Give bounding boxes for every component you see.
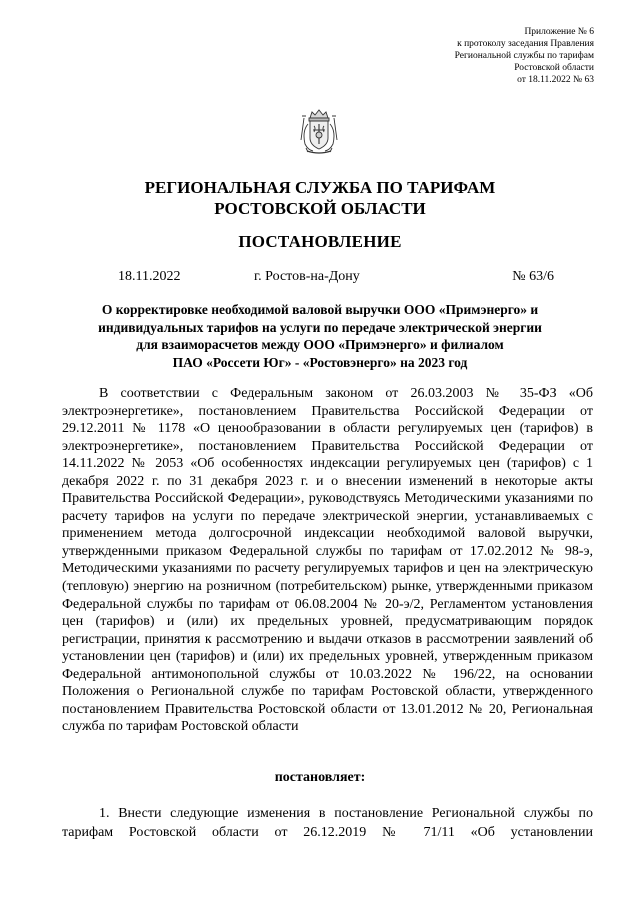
org-line-1: РЕГИОНАЛЬНАЯ СЛУЖБА ПО ТАРИФАМ: [144, 178, 496, 197]
subject-line: О корректировке необходимой валовой выручки ООО «Примэнерго» и: [101, 302, 539, 317]
subject-line: для взаиморасчетов между ООО «Примэнерго» и филиалом: [136, 337, 504, 352]
document-number: № 63/6: [512, 269, 554, 284]
subject-line: индивидуальных тарифов на услуги по передаче электрической энергии: [98, 319, 542, 335]
org-line-2: РОСТОВСКОЙ ОБЛАСТИ: [214, 199, 426, 218]
clause-1: 1. Внести следующие изменения в постановление Региональной службы по тарифам Ростовской области от 26.12.2019 № 71/11 «Об установлении: [62, 806, 593, 840]
resolves-heading: постановляет:: [274, 770, 366, 785]
appendix-line: Региональной службы по тарифам: [454, 51, 594, 61]
subject-line: ПАО «Россети Юг» - «Ростовэнерго» на 2023 год: [172, 354, 468, 370]
appendix-line: Ростовской области: [514, 63, 594, 73]
document-city: г. Ростов-на-Дону: [254, 269, 360, 284]
appendix-line: к протоколу заседания Правления: [457, 39, 594, 49]
appendix-note: [334, 26, 594, 86]
coat-of-arms-icon: [298, 104, 340, 156]
organization-name: [0, 177, 640, 219]
document-date: 18.11.2022: [118, 269, 181, 284]
document-type: ПОСТАНОВЛЕНИЕ: [238, 232, 402, 251]
preamble-paragraph: В соответствии с Федеральным законом от 26.03.2003 № 35-ФЗ «Об электроэнергетике», постановлением Правительства Российской Федерации от 29.12.2011 № 1178 «О ценообразовании в области регулируемых цен (тарифов) в электроэнергетике», постановлением Правительства Российской Федерации от 14.11.2022 № 2053 «Об особенностях индексации регулируемых цен (тарифов) с 1 декабря 2022 г. по 31 декабря 2023 г. и о внесении изменений в некоторые акты Правительства Российской Федерации», руководствуясь Методическими указаниями по расчету тарифов на услуги по передаче электрической энергии, устанавливаемых с применением метода долгосрочной индексации необходимой валовой выручки, утвержденными приказом Федеральной службы по тарифам от 17.02.2012 № 98-э, Методическими указаниями по расчету регулируемых тарифов и цен на электрическую (тепловую) энергию на розничном (потребительском) рынке, утвержденными приказом Федеральной службы по тарифам от 06.08.2004 № 20-э/2, Регламентом установления цен (тарифов) и (или) их предельных уровней, предусматривающим порядок регистрации, принятия к рассмотрению и выдачи отказов в рассмотрении заявлений об установлении цен (тарифов) и (или) их предельных уровней, утвержденным приказом Федеральной антимонопольной службы от 10.03.2022 № 196/22, на основании Положения о Региональной службе по тарифам Ростовской области, утвержденного постановлением Правительства Ростовской области от 13.01.2012 № 20, Региональная служба по тарифам Ростовской области: [62, 386, 593, 735]
document-subject: [62, 301, 578, 371]
appendix-line: от 18.11.2022 № 63: [517, 75, 594, 85]
appendix-line: Приложение № 6: [524, 27, 594, 37]
document-meta: [118, 269, 554, 287]
